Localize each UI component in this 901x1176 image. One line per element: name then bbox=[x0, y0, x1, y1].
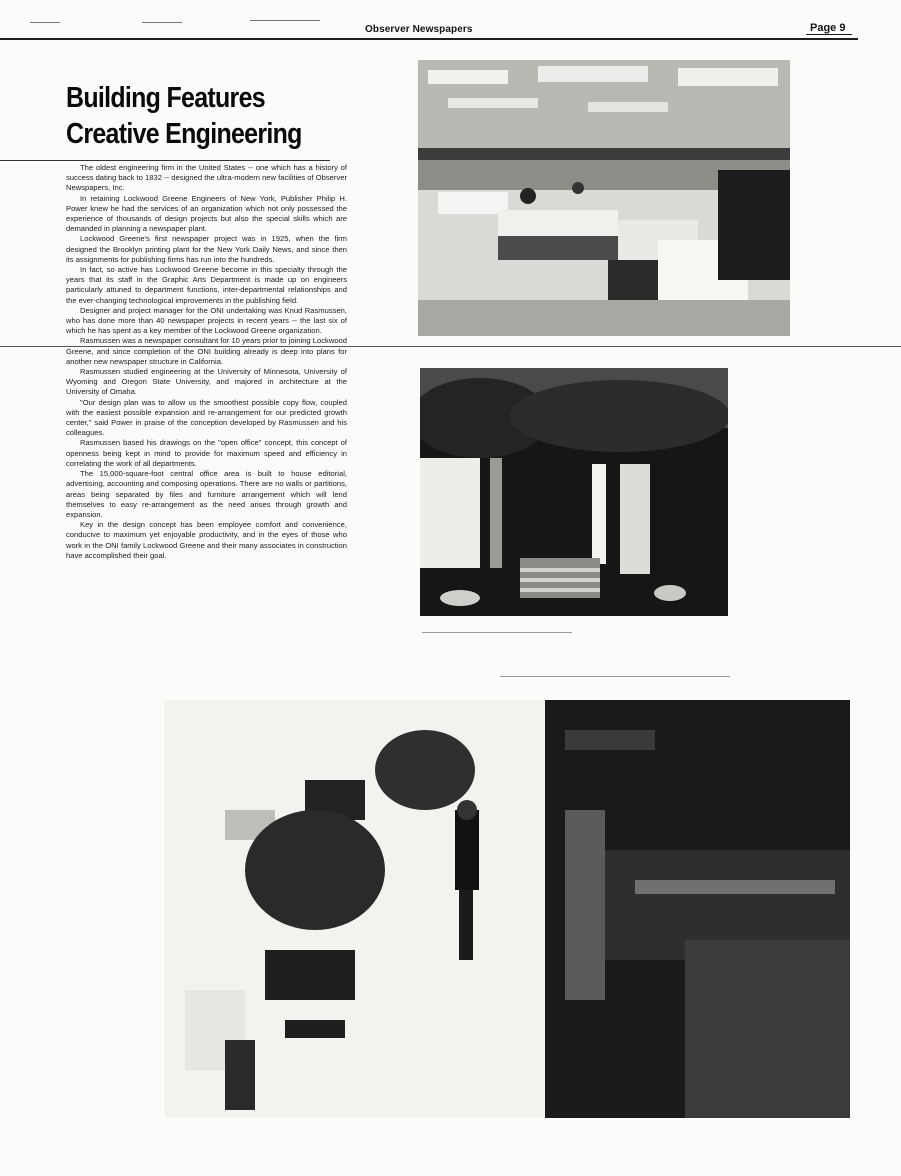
scan-mark bbox=[30, 22, 60, 23]
article-paragraph: "Our design plan was to allow us the smoothest possible copy flow, coupled with the easiest possible expansion and re-arrangement for our predicted growth center," said Power in praise of the conception developed by Rasmussen and his colleagues. bbox=[66, 397, 347, 438]
page-number: Page 9 bbox=[810, 22, 846, 34]
scan-mark bbox=[0, 160, 330, 161]
article-body bbox=[66, 163, 347, 561]
article-paragraph: The oldest engineering firm in the United States -- one which has a history of success dating back to 1832 -- designed the ultra-modern new facilities of Observer Newspapers, Inc. bbox=[66, 163, 347, 193]
publication-name: Observer Newspapers bbox=[365, 24, 473, 35]
article-paragraph: Key in the design concept has been employee comfort and convenience, conducive to maximum yet enjoyable productivity, and in the eyes of those who work in the ONI family Lockwood Greene and their many associates in construction have accomplished their goal. bbox=[66, 520, 347, 560]
article-paragraph: In fact, so active has Lockwood Greene become in this specialty through the years that its staff in the Graphic Arts Department is made up on engineers particularly attuned to department functions, inter-departmental relationships and the ever-changing technological improvements in the publishing field. bbox=[66, 265, 347, 305]
scan-mark bbox=[422, 632, 572, 633]
article-paragraph: Rasmussen based his drawings on the "open office" concept, this concept of openness being kept in mind to provide for maximum speed and efficiency in correlating the work of all departments. bbox=[66, 438, 347, 468]
scan-mark bbox=[500, 676, 730, 677]
article-paragraph: Designer and project manager for the ONI undertaking was Knud Rasmussen, who has done more than 40 newspaper projects in recent years -- the last six of which he has spent as a key member of the Lockwood Greene organization. bbox=[66, 305, 347, 336]
headline-line-2: Creative Engineering bbox=[66, 118, 302, 150]
headline-line-1: Building Features bbox=[66, 82, 265, 114]
article-paragraph: Lockwood Greene's first newspaper project was in 1925, when the firm designed the Brooklyn printing plant for the New York Daily News, and since then its assignments for publishing firms has run into the hundreds. bbox=[66, 234, 347, 264]
article-paragraph: Rasmussen was a newspaper consultant for 10 years prior to joining Lockwood Greene, and since completion of the ONI building already is deep into plans for another new newspaper structure in California. bbox=[66, 336, 347, 366]
photo-building-entrance bbox=[420, 368, 728, 616]
photo-office-corridor bbox=[165, 700, 850, 1118]
scan-mark bbox=[250, 20, 320, 21]
scan-mark bbox=[142, 22, 182, 23]
article-paragraph: Rasmussen studied engineering at the University of Minnesota, University of Wyoming and Oregon State University, and majored in architecture at the University of Omaha. bbox=[66, 367, 347, 397]
header-rule bbox=[0, 38, 858, 40]
photo-open-office bbox=[418, 60, 790, 336]
article-paragraph: The 15,000-square-foot central office area is built to house editorial, advertising, accounting and composing operations. There are no walls or partitions, areas being separated by files and furniture arrangement which will lend themselves to easy re-arrangement as the need arises through growth and expansion. bbox=[66, 469, 347, 519]
header-rule-right bbox=[806, 34, 852, 35]
scan-mark bbox=[0, 346, 901, 347]
article-headline bbox=[66, 80, 302, 152]
article-paragraph: In retaining Lockwood Greene Engineers of New York, Publisher Philip H. Power knew he had the services of an organization which not only possessed the experience of thousands of design projects but also the special skills which are demanded in planning a newspaper plant. bbox=[66, 193, 347, 234]
